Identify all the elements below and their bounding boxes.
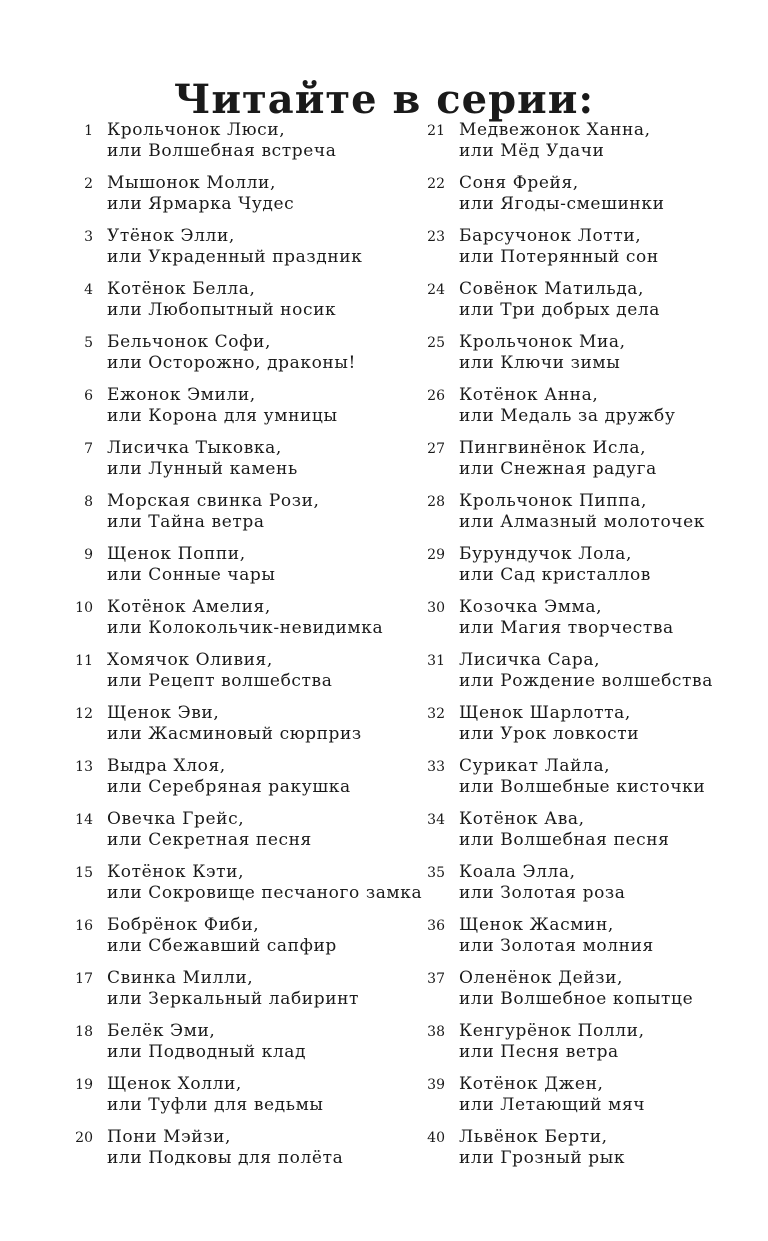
book-subtitle: или Сонные чары bbox=[107, 565, 276, 585]
book-entry bbox=[60, 809, 400, 862]
book-title bbox=[459, 491, 705, 533]
book-number: 27 bbox=[427, 441, 445, 457]
book-entry bbox=[60, 1074, 400, 1127]
book-entry bbox=[60, 438, 400, 491]
book-name: Кенгурёнок Полли, bbox=[459, 1021, 645, 1041]
book-subtitle: или Рецепт волшебства bbox=[107, 671, 333, 691]
book-subtitle: или Жасминовый сюрприз bbox=[107, 724, 362, 744]
book-title bbox=[459, 279, 660, 321]
book-entry bbox=[412, 1021, 762, 1074]
book-entry bbox=[60, 226, 400, 279]
book-subtitle: или Зеркальный лабиринт bbox=[107, 989, 360, 1009]
book-entry bbox=[412, 173, 762, 226]
book-title bbox=[107, 385, 338, 427]
book-number: 18 bbox=[75, 1024, 93, 1040]
book-subtitle: или Волшебные кисточки bbox=[459, 777, 706, 797]
book-name: Котёнок Джен, bbox=[459, 1074, 604, 1094]
book-name: Бельчонок Софи, bbox=[107, 332, 271, 352]
book-title bbox=[107, 597, 383, 639]
book-name: Щенок Холли, bbox=[107, 1074, 242, 1094]
book-name: Львёнок Берти, bbox=[459, 1127, 608, 1147]
book-entry bbox=[412, 650, 762, 703]
book-title bbox=[107, 120, 337, 162]
book-title bbox=[459, 1074, 645, 1116]
book-title bbox=[107, 226, 362, 268]
book-name: Пони Мэйзи, bbox=[107, 1127, 231, 1147]
book-number: 14 bbox=[75, 812, 93, 828]
book-entry bbox=[412, 120, 762, 173]
book-name: Котёнок Ава, bbox=[459, 809, 585, 829]
book-title bbox=[107, 703, 362, 745]
book-number: 33 bbox=[427, 759, 445, 775]
book-title bbox=[459, 915, 654, 957]
book-subtitle: или Сбежавший сапфир bbox=[107, 936, 337, 956]
book-number: 22 bbox=[427, 176, 445, 192]
book-subtitle: или Ключи зимы bbox=[459, 353, 621, 373]
book-subtitle: или Золотая молния bbox=[459, 936, 654, 956]
book-subtitle: или Песня ветра bbox=[459, 1042, 619, 1062]
book-number: 8 bbox=[84, 494, 93, 510]
book-title bbox=[107, 915, 337, 957]
book-entry bbox=[412, 756, 762, 809]
book-entry bbox=[60, 915, 400, 968]
book-entry bbox=[412, 544, 762, 597]
book-subtitle: или Волшебная песня bbox=[459, 830, 670, 850]
book-title bbox=[459, 226, 659, 268]
book-title bbox=[459, 862, 626, 904]
book-number: 32 bbox=[427, 706, 445, 722]
book-name: Лисичка Сара, bbox=[459, 650, 601, 670]
book-number: 17 bbox=[75, 971, 93, 987]
book-name: Пингвинёнок Исла, bbox=[459, 438, 647, 458]
book-number: 25 bbox=[427, 335, 445, 351]
book-title bbox=[459, 597, 674, 639]
book-name: Козочка Эмма, bbox=[459, 597, 603, 617]
book-number: 38 bbox=[427, 1024, 445, 1040]
book-name: Котёнок Амелия, bbox=[107, 597, 271, 617]
book-entry bbox=[412, 1074, 762, 1127]
book-entry bbox=[412, 332, 762, 385]
book-name: Барсучонок Лотти, bbox=[459, 226, 642, 246]
book-entry bbox=[412, 862, 762, 915]
book-entry bbox=[60, 862, 423, 915]
book-name: Лисичка Тыковка, bbox=[107, 438, 282, 458]
book-subtitle: или Волшебная встреча bbox=[107, 141, 337, 161]
book-title bbox=[107, 544, 276, 586]
book-entry bbox=[412, 438, 762, 491]
book-list-left-column bbox=[60, 120, 423, 1180]
book-subtitle: или Осторожно, драконы! bbox=[107, 353, 356, 373]
book-title bbox=[459, 120, 651, 162]
book-number: 11 bbox=[75, 653, 93, 669]
book-entry bbox=[60, 756, 400, 809]
book-name: Бурундучок Лола, bbox=[459, 544, 633, 564]
book-name: Щенок Эви, bbox=[107, 703, 220, 723]
book-subtitle: или Туфли для ведьмы bbox=[107, 1095, 324, 1115]
book-subtitle: или Подводный клад bbox=[107, 1042, 307, 1062]
book-subtitle: или Подковы для полёта bbox=[107, 1148, 344, 1168]
book-number: 39 bbox=[427, 1077, 445, 1093]
book-number: 20 bbox=[75, 1130, 93, 1146]
book-number: 1 bbox=[84, 123, 93, 139]
book-title bbox=[459, 332, 626, 374]
book-entry bbox=[60, 173, 400, 226]
book-entry bbox=[412, 491, 762, 544]
book-title bbox=[107, 650, 332, 692]
book-name: Мышонок Молли, bbox=[107, 173, 276, 193]
book-name: Совёнок Матильда, bbox=[459, 279, 645, 299]
book-subtitle: или Волшебное копытце bbox=[459, 989, 694, 1009]
book-title bbox=[107, 756, 351, 798]
book-entry bbox=[412, 915, 762, 968]
book-number: 16 bbox=[75, 918, 93, 934]
book-subtitle: или Ярмарка Чудес bbox=[107, 194, 295, 214]
book-name: Медвежонок Ханна, bbox=[459, 120, 651, 140]
book-entry bbox=[412, 226, 762, 279]
book-title bbox=[459, 809, 669, 851]
book-entry bbox=[60, 968, 400, 1021]
book-number: 21 bbox=[427, 123, 445, 139]
book-title bbox=[459, 544, 651, 586]
book-number: 12 bbox=[75, 706, 93, 722]
book-entry bbox=[412, 703, 762, 756]
book-title bbox=[459, 968, 693, 1010]
book-name: Котёнок Кэти, bbox=[107, 862, 245, 882]
book-subtitle: или Тайна ветра bbox=[107, 512, 265, 532]
book-title bbox=[459, 703, 639, 745]
book-name: Оленёнок Дейзи, bbox=[459, 968, 624, 988]
book-entry bbox=[60, 332, 400, 385]
book-title bbox=[107, 1127, 343, 1169]
book-title bbox=[459, 438, 657, 480]
book-title bbox=[107, 862, 422, 904]
book-name: Крольчонок Люси, bbox=[107, 120, 286, 140]
book-subtitle: или Урок ловкости bbox=[459, 724, 640, 744]
book-subtitle: или Корона для умницы bbox=[107, 406, 338, 426]
book-number: 24 bbox=[427, 282, 445, 298]
book-number: 15 bbox=[75, 865, 93, 881]
book-name: Белёк Эми, bbox=[107, 1021, 216, 1041]
book-subtitle: или Магия творчества bbox=[459, 618, 674, 638]
book-subtitle: или Три добрых дела bbox=[459, 300, 661, 320]
book-name: Бобрёнок Фиби, bbox=[107, 915, 260, 935]
book-name: Свинка Милли, bbox=[107, 968, 254, 988]
book-title bbox=[107, 438, 298, 480]
book-title bbox=[107, 173, 294, 215]
book-list-right-column bbox=[412, 120, 762, 1180]
book-number: 35 bbox=[427, 865, 445, 881]
book-number: 5 bbox=[84, 335, 93, 351]
book-entry bbox=[60, 385, 400, 438]
book-title bbox=[107, 809, 312, 851]
book-title bbox=[459, 1021, 645, 1063]
book-name: Котёнок Анна, bbox=[459, 385, 599, 405]
book-name: Утёнок Элли, bbox=[107, 226, 235, 246]
book-subtitle: или Летающий мяч bbox=[459, 1095, 646, 1115]
book-entry bbox=[60, 491, 400, 544]
book-title bbox=[459, 650, 713, 692]
book-entry bbox=[412, 809, 762, 862]
book-entry bbox=[60, 703, 400, 756]
book-title bbox=[107, 279, 336, 321]
book-number: 37 bbox=[427, 971, 445, 987]
book-number: 36 bbox=[427, 918, 445, 934]
book-entry bbox=[412, 1127, 762, 1180]
book-number: 19 bbox=[75, 1077, 93, 1093]
book-number: 34 bbox=[427, 812, 445, 828]
book-title bbox=[459, 385, 675, 427]
book-subtitle: или Золотая роза bbox=[459, 883, 626, 903]
book-name: Щенок Жасмин, bbox=[459, 915, 614, 935]
book-subtitle: или Потерянный сон bbox=[459, 247, 659, 267]
book-number: 28 bbox=[427, 494, 445, 510]
book-number: 31 bbox=[427, 653, 445, 669]
book-entry bbox=[60, 544, 400, 597]
book-subtitle: или Рождение волшебства bbox=[459, 671, 713, 691]
book-number: 26 bbox=[427, 388, 445, 404]
book-entry bbox=[412, 385, 762, 438]
book-name: Щенок Шарлотта, bbox=[459, 703, 631, 723]
book-subtitle: или Украденный праздник bbox=[107, 247, 363, 267]
book-entry bbox=[60, 597, 400, 650]
book-title bbox=[459, 756, 705, 798]
book-subtitle: или Колокольчик-невидимка bbox=[107, 618, 384, 638]
book-name: Овечка Грейс, bbox=[107, 809, 245, 829]
book-entry bbox=[60, 650, 400, 703]
book-entry bbox=[412, 279, 762, 332]
book-subtitle: или Алмазный молоточек bbox=[459, 512, 706, 532]
book-number: 23 bbox=[427, 229, 445, 245]
book-entry bbox=[60, 279, 400, 332]
book-subtitle: или Лунный камень bbox=[107, 459, 298, 479]
book-subtitle: или Мёд Удачи bbox=[459, 141, 605, 161]
book-name: Сурикат Лайла, bbox=[459, 756, 611, 776]
book-number: 6 bbox=[84, 388, 93, 404]
book-title bbox=[107, 332, 356, 374]
book-entry bbox=[60, 120, 400, 173]
book-subtitle: или Сокровище песчаного замка bbox=[107, 883, 423, 903]
book-entry bbox=[412, 968, 762, 1021]
book-name: Котёнок Белла, bbox=[107, 279, 256, 299]
book-number: 30 bbox=[427, 600, 445, 616]
book-name: Ежонок Эмили, bbox=[107, 385, 256, 405]
book-entry bbox=[60, 1021, 400, 1074]
book-subtitle: или Грозный рык bbox=[459, 1148, 626, 1168]
book-number: 4 bbox=[84, 282, 93, 298]
book-number: 9 bbox=[84, 547, 93, 563]
book-name: Щенок Поппи, bbox=[107, 544, 246, 564]
book-subtitle: или Секретная песня bbox=[107, 830, 312, 850]
book-name: Морская свинка Рози, bbox=[107, 491, 320, 511]
book-name: Хомячок Оливия, bbox=[107, 650, 273, 670]
book-subtitle: или Сад кристаллов bbox=[459, 565, 651, 585]
book-name: Соня Фрейя, bbox=[459, 173, 579, 193]
book-number: 2 bbox=[84, 176, 93, 192]
book-subtitle: или Снежная радуга bbox=[459, 459, 657, 479]
book-subtitle: или Ягоды-смешинки bbox=[459, 194, 665, 214]
book-name: Выдра Хлоя, bbox=[107, 756, 226, 776]
book-name: Крольчонок Пиппа, bbox=[459, 491, 647, 511]
book-number: 13 bbox=[75, 759, 93, 775]
book-entry bbox=[60, 1127, 400, 1180]
book-subtitle: или Серебряная ракушка bbox=[107, 777, 351, 797]
book-title bbox=[459, 1127, 625, 1169]
book-number: 29 bbox=[427, 547, 445, 563]
book-number: 40 bbox=[427, 1130, 445, 1146]
book-name: Коала Элла, bbox=[459, 862, 576, 882]
book-title bbox=[459, 173, 665, 215]
book-title bbox=[107, 968, 359, 1010]
book-title bbox=[107, 491, 320, 533]
book-number: 3 bbox=[84, 229, 93, 245]
book-name: Крольчонок Миа, bbox=[459, 332, 626, 352]
book-entry bbox=[412, 597, 762, 650]
book-subtitle: или Любопытный носик bbox=[107, 300, 337, 320]
book-number: 7 bbox=[84, 441, 93, 457]
book-subtitle: или Медаль за дружбу bbox=[459, 406, 676, 426]
book-title bbox=[107, 1074, 324, 1116]
page-title: Читайте в серии: bbox=[173, 76, 595, 123]
book-title bbox=[107, 1021, 306, 1063]
book-number: 10 bbox=[75, 600, 93, 616]
